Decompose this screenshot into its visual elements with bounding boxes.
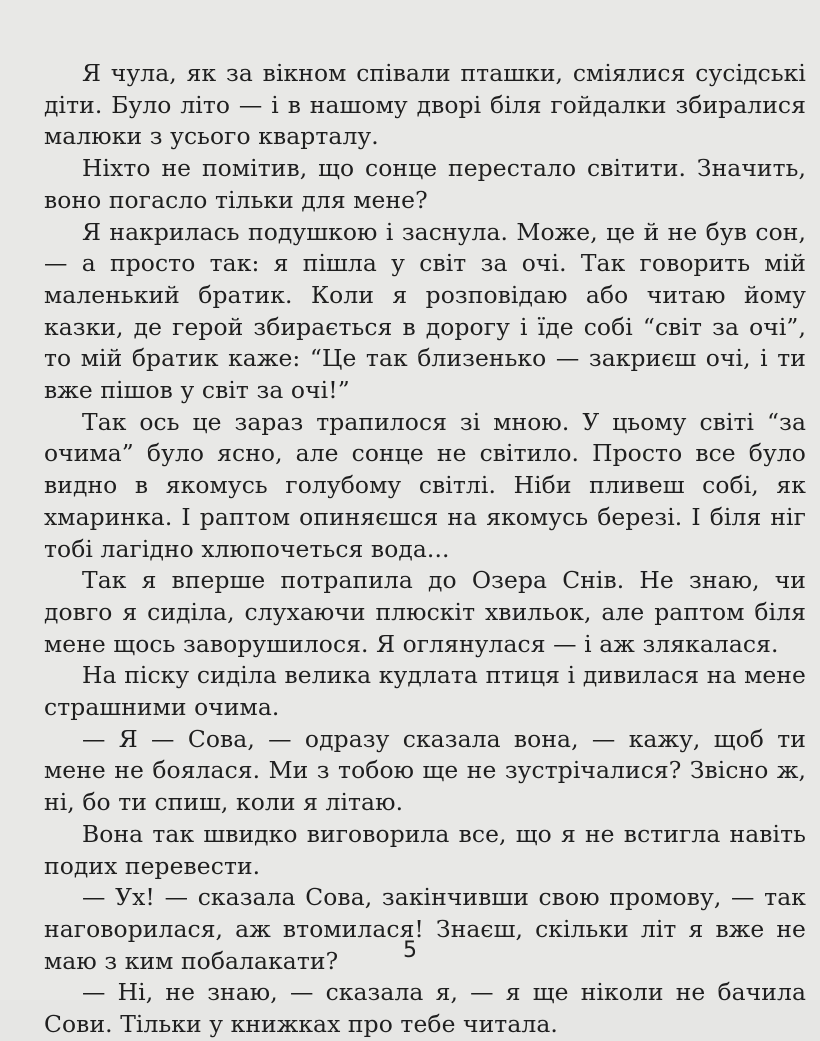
page-body-text [44,58,806,1041]
paragraph-1: Я чула, як за вікном співали пташки, сміялися сусідські діти. Було літо — і в нашому дворі біля гойдалки збиралися малюки з усього кварталу. [44,59,806,151]
page-number: 5 [403,938,417,963]
paragraph-3: Я накрилась подушкою і заснула. Може, це й не був сон, — а просто так: я пішла у світ за очі. Так говорить мій маленький братик. Коли я розповідаю або читаю йому казки, де герой збирається в дорогу і їде собі “світ за очі”, то мій братик каже: “Це так близенько — закриєш очі, і ти вже пішов у світ за очі!” [44,217,806,405]
paragraph-9: — Ух! — сказала Сова, закінчивши свою промову, — так наговорилася, аж втомилася! Знаєш, скільки літ я вже не маю з ким побалакати? [44,883,806,975]
paragraph-7: — Я — Сова, — одразу сказала вона, — кажу, щоб ти мене не боялася. Ми з тобою ще не зустрічалися? Звісно ж, ні, бо ти спиш, коли я літаю. [44,724,806,817]
paragraph-6: На піску сиділа велика кудлата птиця і дивилася на мене страшними очима. [44,661,806,722]
paragraph-4: Так ось це зараз трапилося зі мною. У цьому світі “за очима” було ясно, але сонце не світило. Просто все було видно в якомусь голубому світлі. Ніби пливеш собі, як хмаринка. І раптом опиняєшся на якомусь березі. І біля ніг тобі лагідно хлюпочеться вода... [44,407,806,563]
paragraph-8: Вона так швидко виговорила все, що я не встигла навіть подих перевести. [44,819,806,880]
paragraph-10: — Ні, не знаю, — сказала я, — я ще ніколи не бачила Сови. Тільки у книжках про тебе читала. [44,978,806,1039]
paragraph-2: Ніхто не помітив, що сонце перестало світити. Значить, воно погасло тільки для мене? [44,154,806,214]
paragraph-5: Так я вперше потрапила до Озера Снів. Не знаю, чи довго я сиділа, слухаючи плюскіт хвильок, але раптом біля мене щось заворушилося. Я оглянулася — і аж злякалася. [44,566,806,658]
